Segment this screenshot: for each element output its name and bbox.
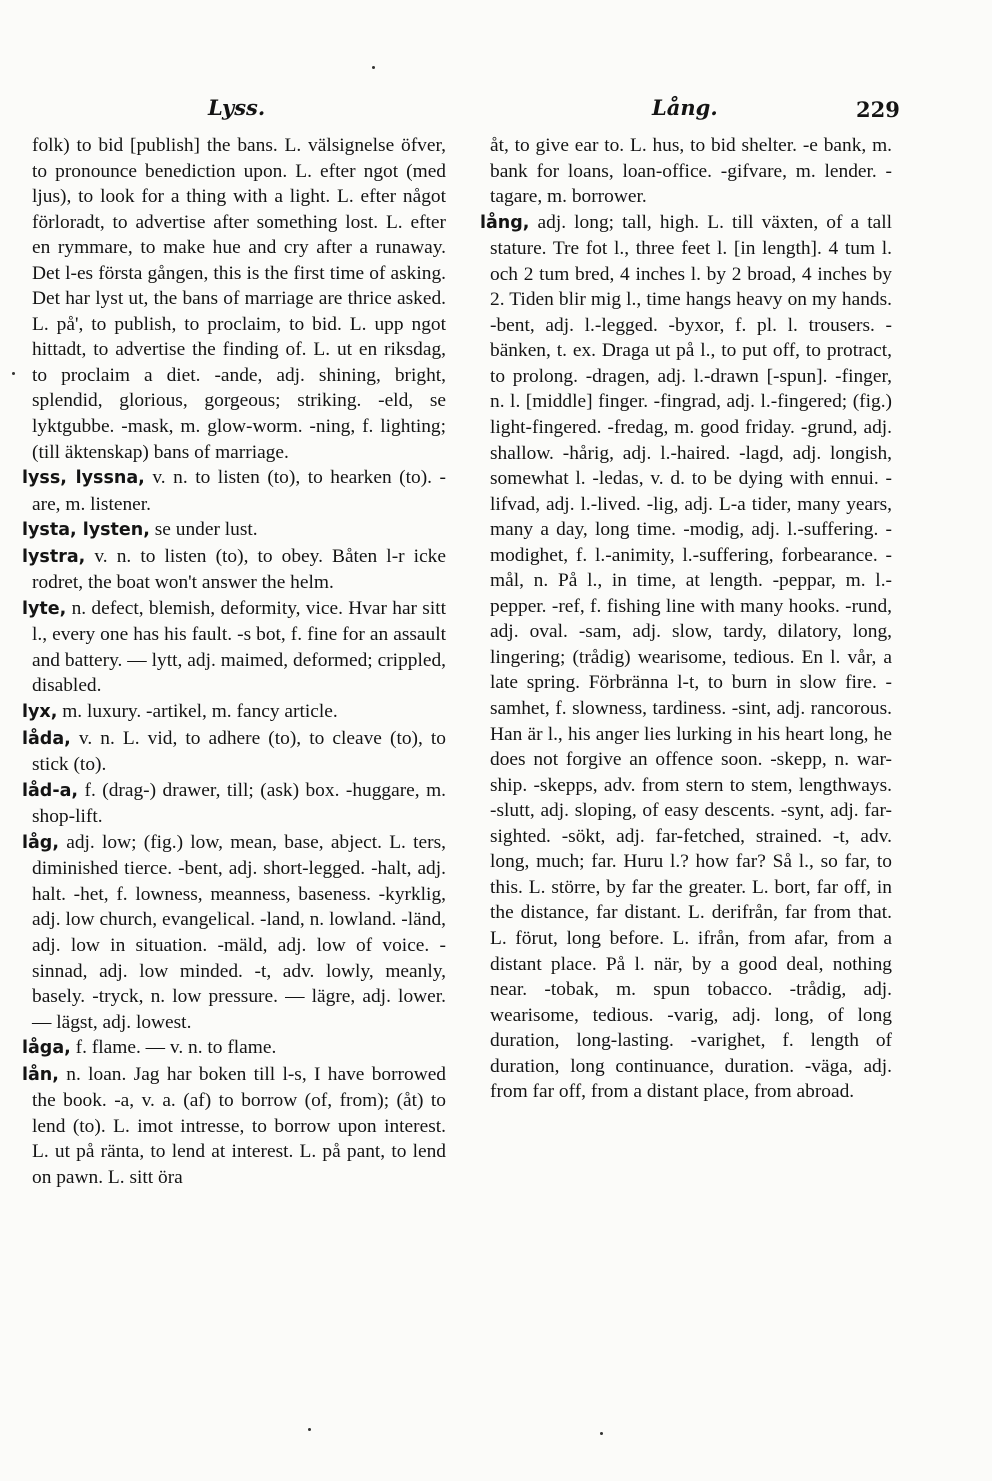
- entry-text: n. loan. Jag har boken till l-s, I have borrowed the book. -a, v. a. (af) to borrow (of, from); (åt) to lend (to). L. imot intresse, to borrow upon interest. L. ut på ränta, to lend at interest. L. på pant, to lend on pawn. L. sitt öra: [32, 1063, 446, 1188]
- entry-headword: lyte,: [22, 598, 67, 619]
- entry-headword: lysta, lysten,: [22, 520, 150, 541]
- entry-text: adj. long; tall, high. L. till växten, of a tall stature. Tre fot l., three feet l. [in length]. 4 tum l. och 2 tum bred, 4 inches l. by 2 broad, 4 inches by 2. Tiden blir mig l., time hangs heavy on my hands. -bent, adj. l.-legged. -byxor, f. pl. l. trousers. -bänken, t. ex. Draga ut på l., to put off, to protract, to prolong. -dragen, adj. l.-drawn [-spun]. -finger, n. l. [middle] finger. -fingrad, adj. l.-fingered; (fig.) light-fingered. -fredag, m. good friday. -grund, adj. shallow. -hårig, adj. l.-haired. -lagd, adj. longish, somewhat l. -ledas, v. d. to be dying with ennui. -lifvad, adj. l.-lived. -lig, adj. L-a tider, many years, many a day, long time. -modig, adj. l.-suffering. -modighet, f. l.-animity, l.-suffering, forbearance. -mål, n. På l., in time, at length. -peppar, m. l.-pepper. -ref, f. fishing line with many hooks. -rund, adj. oval. -sam, adj. slow, tardy, dilatory, long, lingering; (trådig) wearisome, tedious. En l. vår, a late spring. Förbränna l-t, to burn in slow fire. -samhet, f. slowness, tardiness. -sint, adj. rancorous. Han är l., his anger lies lurking in his heart long, he does not forgive an offence soon. -skepp, n. war-ship. -skepps, adv. from stern to stem, lengthways. -slutt, adj. sloping, of easy descents. -synt, adj. far-sighted. -sökt, adj. far-fetched, strained. -t, adv. long, much; far. Huru l.? how far? Så l., so far, to this. L. större, by far the greater. L. bort, far off, in the distance, far distant. L. derifrån, far from that. L. förut, long before. L. ifrån, from afar, from a distant place. På l. när, by a good deal, nothing near. -tobak, m. spun tobacco. -trådig, adj. wearisome, tedious. -varig, adj. long, of long duration, long-lasting. -varighet, f. length of duration, long continuance, duration. -väga, adj. from far off, from a distant place, from abroad.: [490, 211, 892, 1103]
- entry-text: v. n. to listen (to), to hearken (to). -are, m. listener.: [32, 467, 446, 515]
- entry-text: f. (drag-) drawer, till; (ask) box. -huggare, m. shop-lift.: [32, 779, 446, 828]
- entry-headword: lån,: [22, 1064, 59, 1085]
- entry-headword: låd-a,: [22, 780, 79, 801]
- dictionary-entry: [22, 1062, 446, 1191]
- dictionary-entry: [480, 210, 892, 1105]
- entry-text: se under lust.: [154, 519, 258, 541]
- print-speck: [600, 1432, 603, 1435]
- dictionary-entry: [22, 778, 446, 830]
- entry-text: adj. low; (fig.) low, mean, base, abject. L. ters, diminished tierce. -bent, adj. short-legged. -halt, adj. halt. -het, f. lowness, meanness, baseness. -kyrklig, adj. low church, evangelical. -land, n. lowland. -länd, adj. low in situation. -mäld, adj. low of voice. -sinnad, adj. low minded. -t, adv. lowly, meanly, basely. -tryck, n. low pressure. — lägre, adj. lower. — lägst, adj. lowest.: [32, 831, 446, 1033]
- entry-headword: lyss, lyssna,: [22, 468, 145, 489]
- entry-text: n. defect, blemish, deformity, vice. Hvar har sitt l., every one has his fault. -s bot, f. fine for an assault and battery. — lytt, adj. maimed, deformed; crippled, disabled.: [32, 597, 446, 697]
- entry-headword: lyx,: [22, 702, 58, 723]
- print-speck: [12, 372, 15, 375]
- left-column: [22, 133, 446, 1190]
- entry-text: f. flame. — v. n. to flame.: [75, 1037, 277, 1059]
- entry-headword: lystra,: [22, 546, 86, 567]
- print-speck: [372, 66, 375, 69]
- print-speck: [308, 1428, 311, 1431]
- header-left-word: Lyss.: [208, 95, 266, 120]
- entry-text: v. n. L. vid, to adhere (to), to cleave (to), to stick (to).: [32, 727, 446, 776]
- page-number: 229: [856, 97, 900, 122]
- dictionary-entry: [22, 596, 446, 699]
- dictionary-entry: [22, 544, 446, 596]
- dictionary-entry: [22, 699, 446, 726]
- header-right-word: Lång.: [652, 95, 718, 120]
- entry-headword: låg,: [22, 832, 59, 853]
- entry-text: åt, to give ear to. L. hus, to bid shelter. -e bank, m. bank for loans, loan-office. -gifvare, m. lender. -tagare, m. borrower.: [490, 135, 892, 208]
- entry-text: v. n. to listen (to), to obey. Båten l-r icke rodret, the boat won't answer the helm.: [32, 545, 446, 594]
- dictionary-entry: [22, 726, 446, 778]
- entry-headword: låga,: [22, 1038, 71, 1059]
- dictionary-entry: [22, 830, 446, 1035]
- dictionary-entry: [22, 133, 446, 465]
- dictionary-entry: [22, 465, 446, 517]
- entry-text: folk) to bid [publish] the bans. L. välsignelse öfver, to pronounce benediction upon. L. efter ngot (med ljus), to look for a thing with a light. L. efter något förloradt, to advertise after something lost. L. efter en rymmare, to make hue and cry after a runaway. Det l-es första gången, this is the first time of asking. Det har lyst ut, the bans of marriage are thrice asked. L. på', to publish, to proclaim, to bid. L. upp ngot hittadt, to advertise the finding of. L. ut en riksdag, to proclaim a diet. -ande, adj. shining, bright, splendid, glorious, gorgeous; striking. -eld, se lyktgubbe. -mask, m. glow-worm. -ning, f. lighting; (till äktenskap) bans of marriage.: [32, 135, 446, 463]
- right-column: [480, 133, 892, 1105]
- dictionary-entry: [22, 1035, 446, 1062]
- entry-text: m. luxury. -artikel, m. fancy article.: [62, 701, 338, 723]
- entry-headword: låda,: [22, 728, 71, 749]
- dictionary-entry: [22, 517, 446, 544]
- dictionary-entry: [480, 133, 892, 210]
- entry-headword: lång,: [480, 212, 530, 233]
